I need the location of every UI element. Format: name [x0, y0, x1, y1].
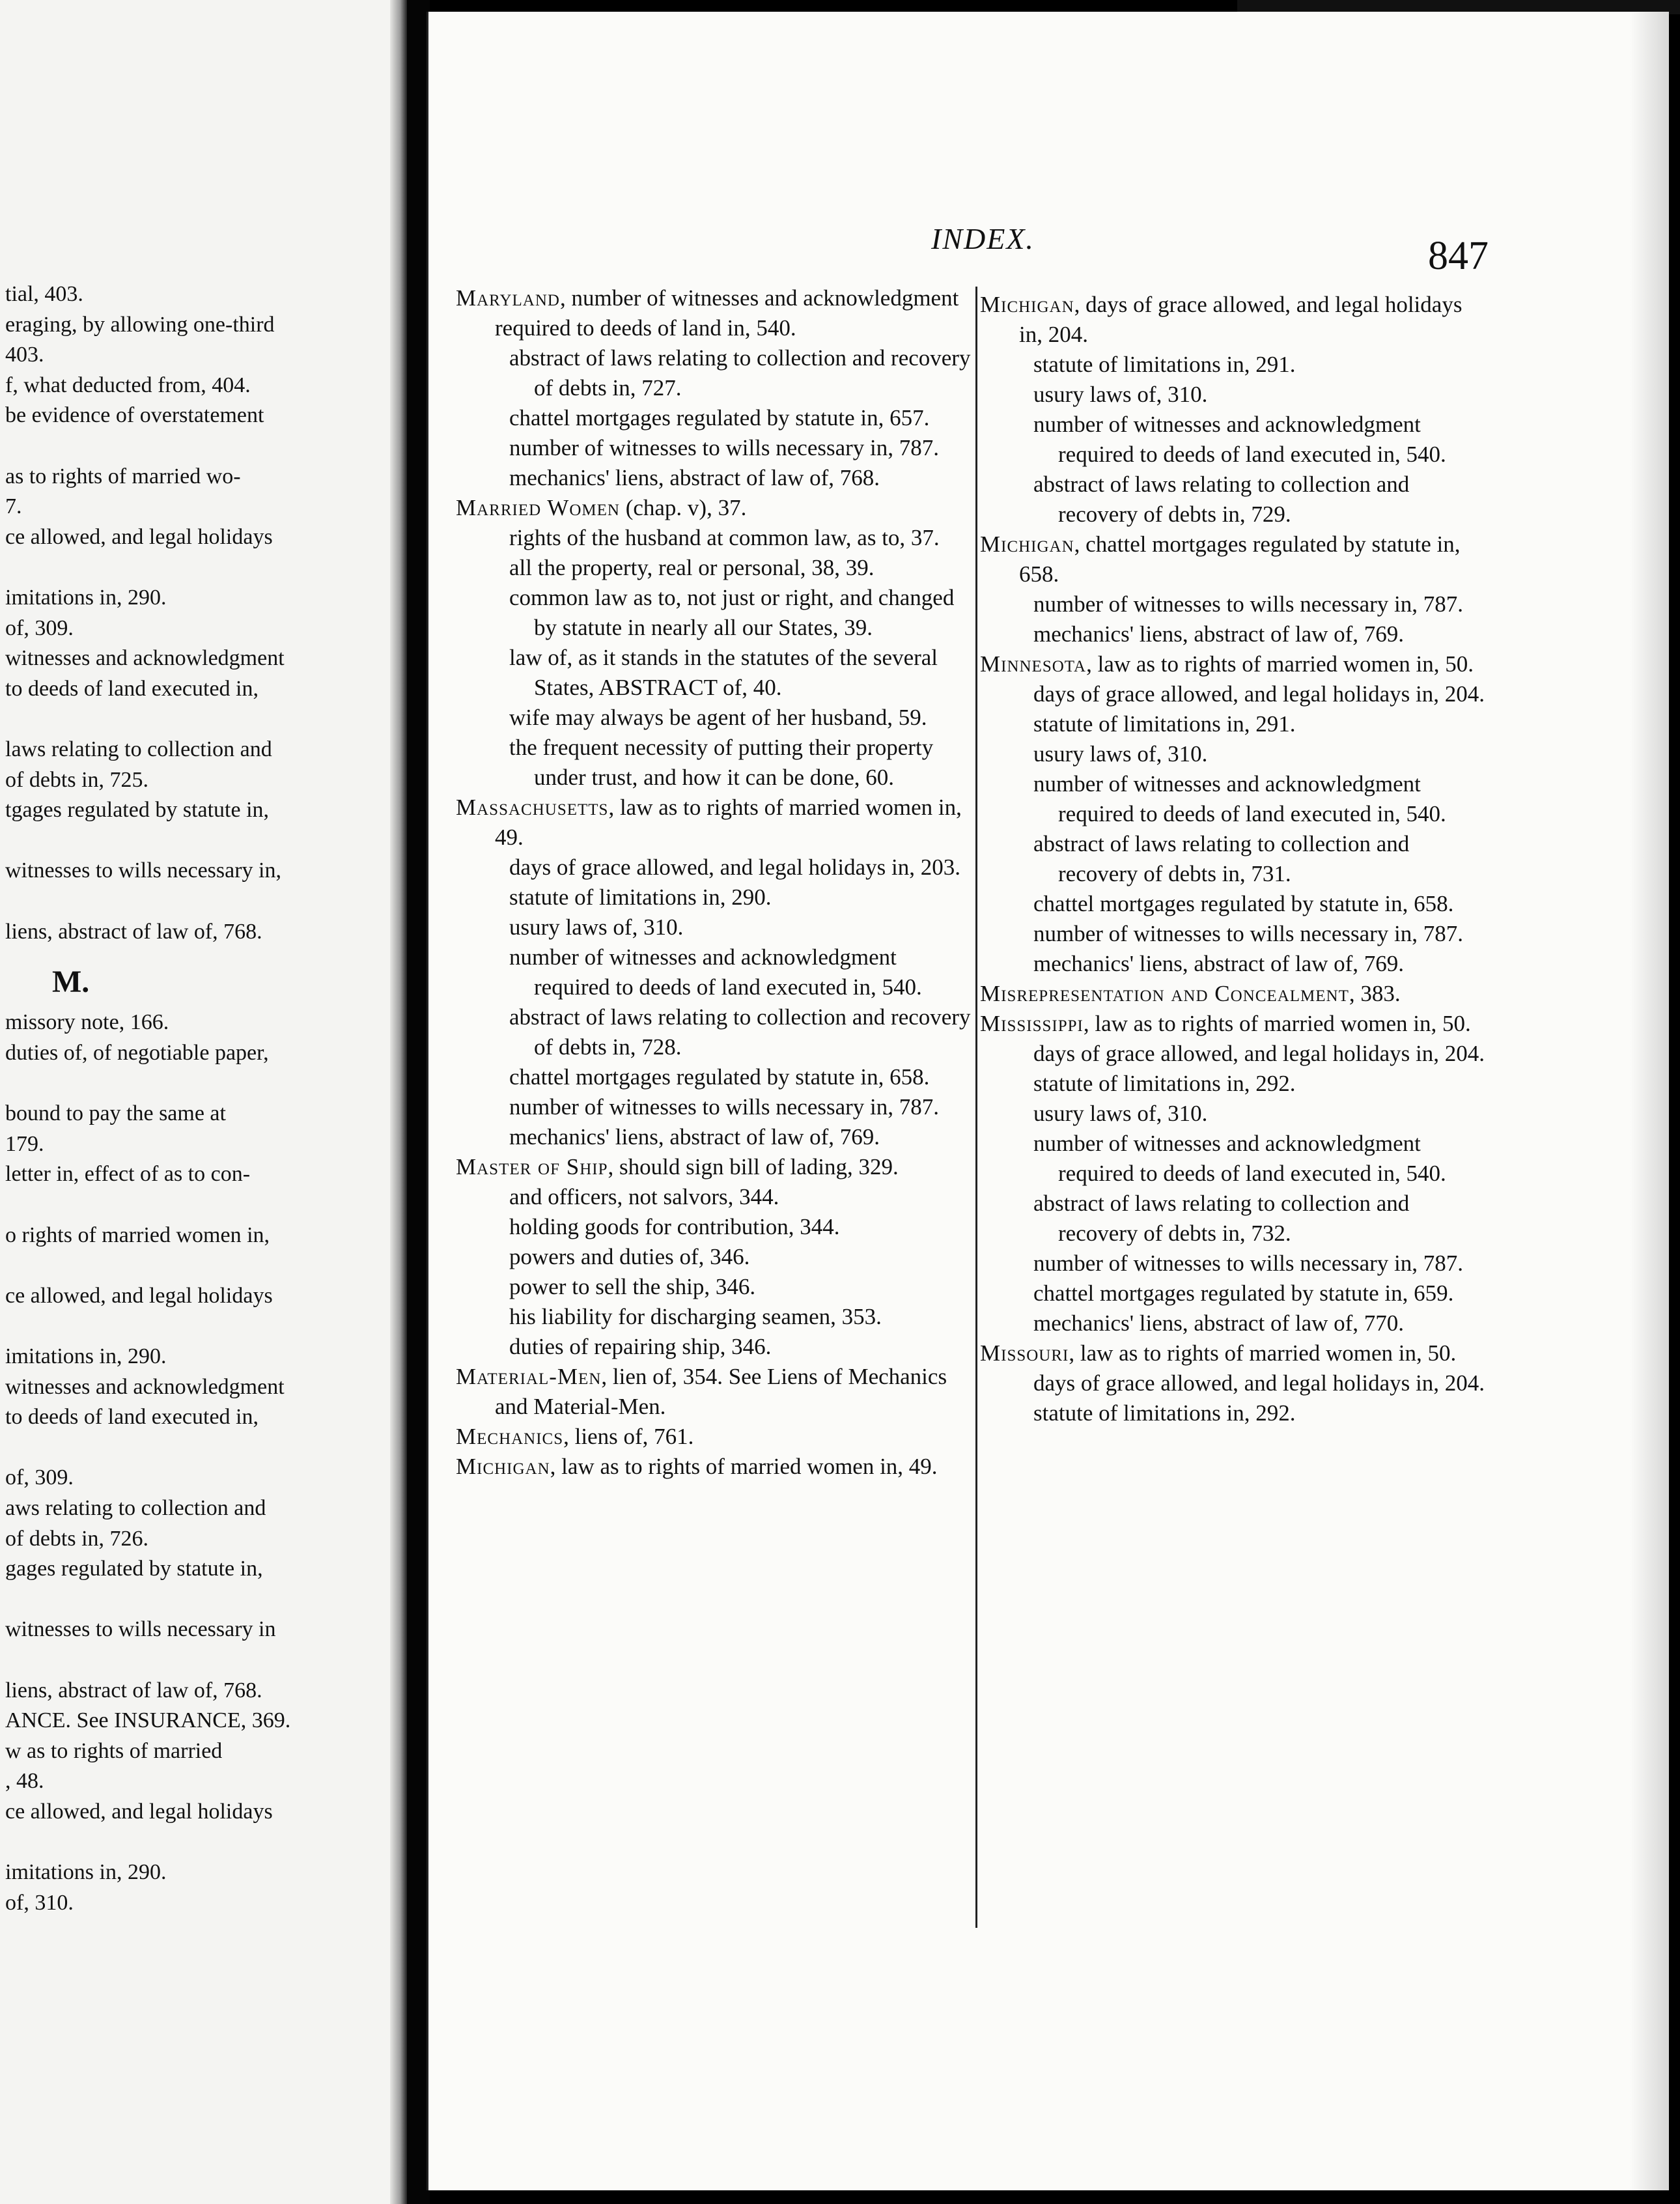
index-entry-text: , number of witnesses and acknowledgment required to deeds of land in, 540. [495, 285, 959, 341]
index-subentry [456, 853, 977, 883]
index-subentry [456, 1182, 977, 1212]
page-number: 847 [1428, 234, 1489, 278]
index-subentry [980, 350, 1488, 380]
index-entry-text: powers and duties of, 346. [509, 1244, 750, 1269]
left-page-line: w as to rights of married [5, 1738, 223, 1763]
index-entry-text: number of witnesses to wills necessary in, 787. [509, 435, 940, 460]
index-entry-text: his liability for discharging seamen, 353. [509, 1304, 882, 1329]
index-entry-text: chattel mortgages regulated by statute in, 658. [509, 1064, 930, 1090]
left-page-line: witnesses to wills necessary in, [5, 858, 281, 883]
index-entry-text: statute of limitations in, 291. [1033, 352, 1296, 377]
left-page-line: f, what deducted from, 404. [5, 373, 251, 397]
left-page-line: of, 310. [5, 1890, 74, 1915]
index-subentry [980, 410, 1488, 470]
index-entry-heading [456, 1152, 977, 1182]
index-term: Mechanics [456, 1424, 564, 1449]
left-page-line: of, 309. [5, 615, 74, 640]
column-rule [975, 287, 977, 1928]
index-entry-text: (chap. v), 37. [619, 495, 747, 520]
index-entry-text: holding goods for contribution, 344. [509, 1214, 840, 1239]
left-page-line: 7. [5, 494, 22, 519]
index-subentry [456, 523, 977, 553]
index-subentry [980, 1398, 1488, 1428]
index-subentry [980, 1189, 1488, 1249]
index-entry-text: , law as to rights of married women in, 49. [495, 795, 962, 850]
left-page-line: as to rights of married wo- [5, 464, 241, 488]
index-subentry [456, 1062, 977, 1092]
left-page-line: of, 309. [5, 1465, 74, 1490]
left-page-line: to deeds of land executed in, [5, 1405, 259, 1430]
index-entry-text: , lien of, 354. See Liens of Mechanics and Material-Men. [495, 1364, 947, 1419]
left-page-line: tgages regulated by statute in, [5, 798, 270, 823]
index-term: Michigan [980, 531, 1074, 557]
index-entry-text: number of witnesses to wills necessary in, 787. [1033, 921, 1464, 946]
index-entry-text: mechanics' liens, abstract of law of, 769. [1033, 951, 1405, 976]
index-subentry [980, 889, 1488, 919]
index-entry-text: wife may always be agent of her husband, 59. [509, 705, 927, 730]
left-page-line: witnesses to wills necessary in [5, 1617, 276, 1642]
index-entry-heading [456, 1362, 977, 1422]
index-subentry [980, 380, 1488, 410]
index-entry-text: days of grace allowed, and legal holidays in, 203. [509, 855, 960, 880]
left-page-line: to deeds of land executed in, [5, 676, 259, 701]
index-entry-text: abstract of laws relating to collection and recovery of debts in, 731. [1033, 831, 1410, 886]
index-entry-text: usury laws of, 310. [1033, 1101, 1208, 1126]
left-page-line: witnesses and acknowledgment [5, 646, 285, 671]
left-page-line: of debts in, 726. [5, 1526, 149, 1551]
left-page-gutter-shadow [390, 0, 407, 2204]
index-subentry [980, 739, 1488, 769]
index-entry-text: , liens of, 761. [563, 1424, 694, 1449]
index-entry-text: the frequent necessity of putting their property under trust, and how it can be done, 60. [509, 735, 934, 790]
index-subentry [980, 1069, 1488, 1099]
index-entry-text: power to sell the ship, 346. [509, 1274, 756, 1299]
index-subentry [456, 1092, 977, 1122]
index-entry-text: duties of repairing ship, 346. [509, 1334, 772, 1359]
index-entry-text: , law as to rights of married women in, 50. [1069, 1340, 1457, 1366]
index-subentry [980, 619, 1488, 649]
index-term: Massachusetts [456, 795, 609, 820]
index-entry-heading [456, 283, 977, 343]
index-entry-text: mechanics' liens, abstract of law of, 768. [509, 465, 880, 490]
index-entry-text: chattel mortgages regulated by statute in, 659. [1033, 1280, 1454, 1306]
index-subentry [980, 1129, 1488, 1189]
left-letter-heading: M. [52, 965, 90, 999]
left-page-line: missory note, 166. [5, 1010, 169, 1035]
index-subentry [980, 1099, 1488, 1129]
index-entry-text: abstract of laws relating to collection and recovery of debts in, 727. [509, 345, 971, 401]
index-entry-text: abstract of laws relating to collection and recovery of debts in, 728. [509, 1004, 971, 1060]
index-entry-text: number of witnesses to wills necessary in, 787. [1033, 1250, 1464, 1276]
index-subentry [456, 883, 977, 912]
index-term: Michigan [456, 1454, 550, 1479]
index-entry-heading [980, 1009, 1488, 1039]
index-subentry [456, 1302, 977, 1332]
index-subentry [456, 1242, 977, 1272]
index-entry-heading [980, 290, 1488, 350]
left-page-line: aws relating to collection and [5, 1496, 266, 1520]
index-entry-text: abstract of laws relating to collection and recovery of debts in, 732. [1033, 1191, 1410, 1246]
index-subentry [980, 679, 1488, 709]
index-entry-text: chattel mortgages regulated by statute in, 658. [1033, 891, 1454, 916]
index-subentry [980, 1279, 1488, 1308]
index-subentry [980, 769, 1488, 829]
index-entry-text: , should sign bill of lading, 329. [608, 1154, 899, 1180]
left-page-line: of debts in, 725. [5, 767, 149, 792]
index-term: Mississippi [980, 1011, 1084, 1036]
index-entry-heading [980, 649, 1488, 679]
index-entry-text: days of grace allowed, and legal holidays in, 204. [1033, 1041, 1485, 1066]
index-term: Misrepresentation and Concealment [980, 981, 1349, 1006]
index-entry-text: statute of limitations in, 290. [509, 884, 772, 910]
index-entry-text: number of witnesses to wills necessary in, 787. [1033, 591, 1464, 617]
index-subentry [456, 1332, 977, 1362]
left-page-line: gages regulated by statute in, [5, 1557, 263, 1581]
index-entry-text: usury laws of, 310. [509, 914, 684, 940]
index-subentry [456, 403, 977, 433]
left-page-line: ce allowed, and legal holidays [5, 1800, 273, 1824]
left-page-fragment [0, 0, 407, 2204]
index-subentry [456, 703, 977, 733]
left-page-line: imitations in, 290. [5, 1344, 167, 1368]
index-entry-text: abstract of laws relating to collection and recovery of debts in, 729. [1033, 472, 1410, 527]
index-entry-text: number of witnesses and acknowledgment required to deeds of land executed in, 540. [1033, 771, 1446, 826]
left-page-line: eraging, by allowing one-third [5, 312, 275, 337]
left-page-line: liens, abstract of law of, 768. [5, 1678, 262, 1702]
left-page-line: ce allowed, and legal holidays [5, 1283, 273, 1308]
left-page-line: tial, 403. [5, 282, 83, 306]
index-entry-text: common law as to, not just or right, and changed by statute in nearly all our States, 39. [509, 585, 955, 640]
left-page-line: 179. [5, 1131, 44, 1156]
index-entry-text: law of, as it stands in the statutes of the several States, ABSTRACT of, 40. [509, 645, 938, 700]
index-term: Missouri [980, 1340, 1069, 1366]
index-entry-text: usury laws of, 310. [1033, 741, 1208, 767]
index-subentry [456, 1212, 977, 1242]
index-entry-text: rights of the husband at common law, as to, 37. [509, 525, 940, 550]
index-entry-text: usury laws of, 310. [1033, 382, 1208, 407]
index-subentry [980, 829, 1488, 889]
index-entry-text: all the property, real or personal, 38, 39. [509, 555, 875, 580]
index-entry-heading [456, 493, 977, 523]
index-entry-text: , law as to rights of married women in, 49. [550, 1454, 938, 1479]
left-page-line: liens, abstract of law of, 768. [5, 919, 262, 944]
index-subentry [980, 470, 1488, 530]
index-entry-text: , days of grace allowed, and legal holidays in, 204. [1019, 292, 1463, 347]
index-subentry [456, 643, 977, 703]
index-subentry [980, 1039, 1488, 1069]
index-subentry [980, 709, 1488, 739]
index-subentry [980, 1308, 1488, 1338]
left-page-line: 403. [5, 343, 44, 367]
index-term: Married Women [456, 495, 620, 520]
index-subentry [456, 463, 977, 493]
index-entry-heading [980, 530, 1488, 589]
index-entry-heading [980, 1338, 1488, 1368]
left-page-line: imitations in, 290. [5, 586, 167, 610]
index-subentry [456, 553, 977, 583]
page-edge-shade [1630, 12, 1669, 2190]
index-entry-heading [980, 979, 1488, 1009]
index-entry-text: mechanics' liens, abstract of law of, 770. [1033, 1310, 1405, 1336]
left-page-line: o rights of married women in, [5, 1222, 270, 1247]
index-column-2 [980, 290, 1488, 1428]
index-entry-text: number of witnesses and acknowledgment required to deeds of land executed in, 540. [509, 944, 922, 1000]
index-term: Minnesota [980, 651, 1087, 677]
index-entry-text: chattel mortgages regulated by statute in, 657. [509, 405, 930, 431]
index-entry-text: statute of limitations in, 291. [1033, 711, 1296, 737]
index-subentry [456, 583, 977, 643]
index-entry-text: , chattel mortgages regulated by statute in, 658. [1019, 531, 1461, 587]
left-page-line: be evidence of overstatement [5, 403, 264, 428]
index-entry-text: statute of limitations in, 292. [1033, 1400, 1296, 1426]
index-entry-text: days of grace allowed, and legal holidays in, 204. [1033, 1370, 1485, 1396]
left-page-line: , 48. [5, 1769, 44, 1794]
index-subentry [456, 1122, 977, 1152]
left-page-line: imitations in, 290. [5, 1860, 167, 1885]
index-entry-text: statute of limitations in, 292. [1033, 1071, 1296, 1096]
index-term: Michigan [980, 292, 1074, 317]
left-page-line: laws relating to collection and [5, 737, 272, 761]
index-subentry [456, 433, 977, 463]
index-entry-heading [456, 1452, 977, 1482]
index-subentry [456, 912, 977, 942]
index-entry-text: , 383. [1349, 981, 1401, 1006]
left-page-line: letter in, effect of as to con- [5, 1162, 251, 1187]
index-entry-text: number of witnesses and acknowledgment required to deeds of land executed in, 540. [1033, 1131, 1446, 1186]
index-subentry [980, 589, 1488, 619]
index-subentry [456, 942, 977, 1002]
index-entry-text: and officers, not salvors, 344. [509, 1184, 779, 1209]
index-entry-text: days of grace allowed, and legal holidays in, 204. [1033, 681, 1485, 707]
index-entry-text: mechanics' liens, abstract of law of, 769. [509, 1124, 880, 1150]
index-entry-heading [456, 1422, 977, 1452]
running-head: INDEX. [931, 222, 1035, 255]
left-page-line: bound to pay the same at [5, 1101, 226, 1126]
index-subentry [980, 1249, 1488, 1279]
index-subentry [980, 919, 1488, 949]
left-page-line: duties of, of negotiable paper, [5, 1041, 269, 1065]
index-entry-text: , law as to rights of married women in, 50. [1083, 1011, 1471, 1036]
index-entry-text: , law as to rights of married women in, 50. [1086, 651, 1474, 677]
index-term: Maryland [456, 285, 560, 311]
index-column-1 [456, 283, 977, 1482]
index-entry-text: number of witnesses and acknowledgment required to deeds of land executed in, 540. [1033, 412, 1446, 467]
index-subentry [980, 949, 1488, 979]
index-subentry [456, 343, 977, 403]
index-term: Master of Ship [456, 1154, 608, 1180]
left-page-line: witnesses and acknowledgment [5, 1374, 285, 1399]
index-subentry [456, 1272, 977, 1302]
left-page-line: ANCE. See INSURANCE, 369. [5, 1708, 291, 1733]
index-subentry [456, 1002, 977, 1062]
index-entry-text: number of witnesses to wills necessary in, 787. [509, 1094, 940, 1120]
index-subentry [980, 1368, 1488, 1398]
index-entry-heading [456, 793, 977, 853]
left-page-line: ce allowed, and legal holidays [5, 524, 273, 549]
index-entry-text: mechanics' liens, abstract of law of, 769. [1033, 621, 1405, 647]
index-term: Material-Men [456, 1364, 602, 1389]
index-subentry [456, 733, 977, 793]
